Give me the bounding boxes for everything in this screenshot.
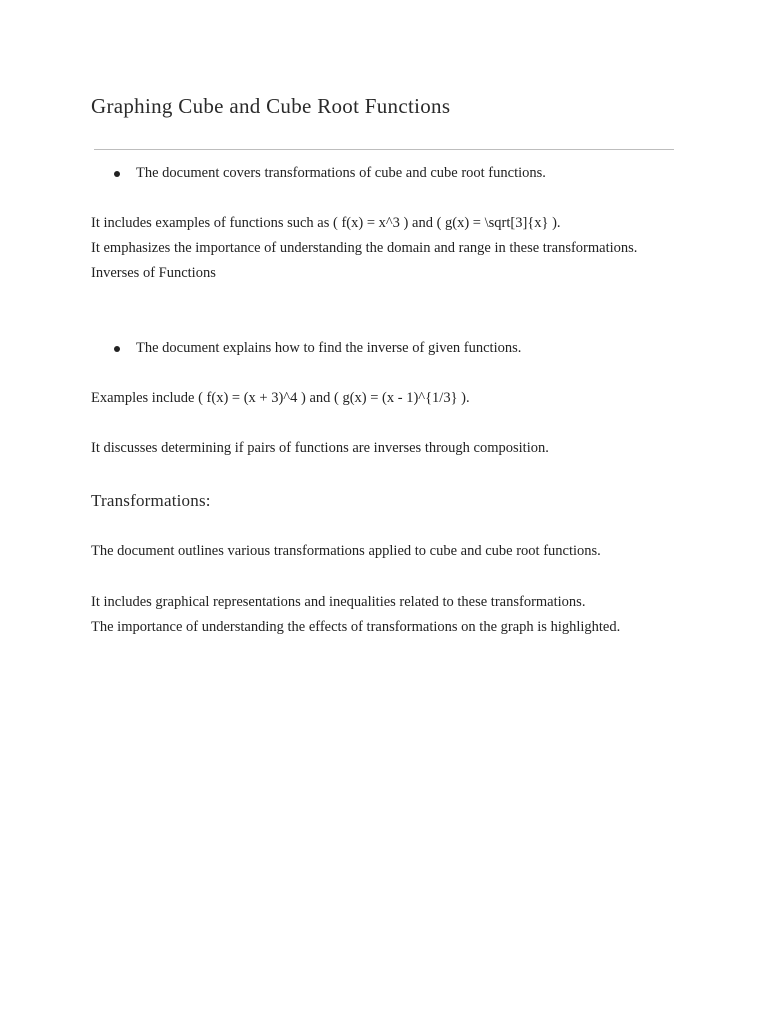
bullet-item-inverse [114, 340, 521, 357]
bullet-icon [114, 346, 120, 352]
paragraph-inverses-heading: Inverses of Functions [91, 265, 216, 281]
paragraph-inverse-examples: Examples include ( f(x) = (x + 3)^4 ) and ( g(x) = (x - 1)^{1/3} ). [91, 390, 470, 406]
section-heading-transformations: Transformations: [91, 491, 211, 510]
paragraph-composition: It discusses determining if pairs of functions are inverses through composition. [91, 440, 549, 456]
paragraph-outline: The document outlines various transformations applied to cube and cube root functions. [91, 543, 601, 559]
title-divider [94, 149, 674, 150]
document-title: Graphing Cube and Cube Root Functions [91, 94, 451, 118]
paragraph-importance: The importance of understanding the effects of transformations on the graph is highlighted. [91, 619, 621, 635]
paragraph-examples: It includes examples of functions such as ( f(x) = x^3 ) and ( g(x) = \sqrt[3]{x} ). [91, 215, 561, 231]
paragraph-graphical: It includes graphical representations and inequalities related to these transformations. [91, 594, 586, 610]
bullet-item-transformations [114, 165, 546, 182]
bullet-text: The document covers transformations of cube and cube root functions. [136, 165, 546, 181]
bullet-icon [114, 171, 120, 177]
bullet-text: The document explains how to find the inverse of given functions. [136, 340, 522, 356]
paragraph-domain-range: It emphasizes the importance of understanding the domain and range in these transformations. [91, 240, 638, 256]
